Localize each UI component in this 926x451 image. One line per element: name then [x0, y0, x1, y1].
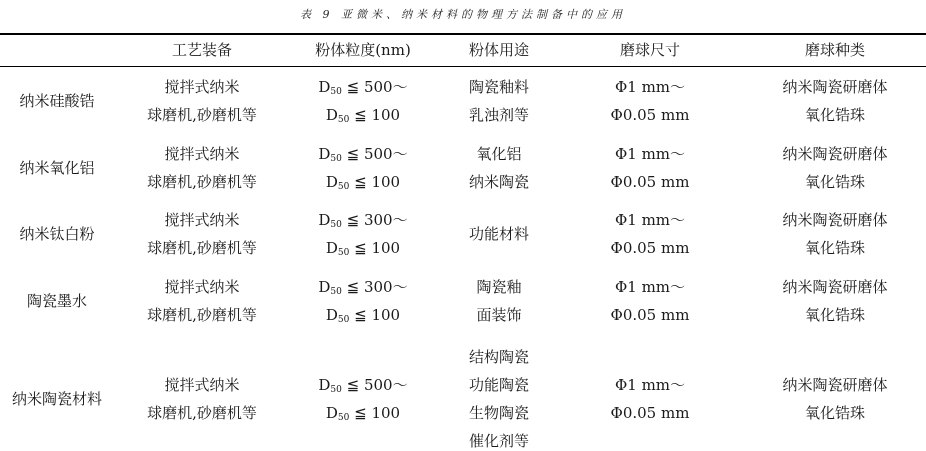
size-subscript: 50	[337, 413, 350, 423]
ball-size-line: Φ1 mm～	[614, 278, 686, 296]
header-particle-size: 粉体粒度(nm)	[315, 41, 411, 59]
size-value: ≦ 100	[349, 239, 401, 257]
ball-type-line: 纳米陶瓷研磨体	[782, 278, 888, 296]
material-name: 纳米氧化铝	[19, 159, 95, 177]
size-value: ≦ 100	[349, 106, 401, 124]
size-subscript: 50	[337, 115, 350, 125]
ball-type-line: 氧化锆珠	[804, 239, 865, 257]
ball-size-line: Φ0.05 mm	[610, 106, 690, 124]
size-subscript: 50	[330, 220, 342, 230]
equipment-line: 搅拌式纳米	[164, 78, 240, 96]
particle-size-upper	[290, 277, 436, 297]
size-symbol: D	[318, 278, 331, 296]
size-subscript: 50	[337, 315, 350, 325]
header-equipment: 工艺装备	[171, 41, 232, 59]
ball-size-line: Φ1 mm～	[614, 145, 686, 163]
material-name: 陶瓷墨水	[26, 292, 87, 310]
powder-use-line: 结构陶瓷	[468, 348, 529, 366]
powder-use-line: 功能材料	[468, 225, 529, 243]
size-value: ≦ 300～	[341, 278, 408, 296]
size-subscript: 50	[330, 385, 342, 395]
particle-size-upper	[290, 210, 436, 230]
particle-size-lower	[290, 105, 436, 125]
ball-type-line: 纳米陶瓷研磨体	[782, 376, 888, 394]
ball-type-line: 氧化锆珠	[804, 106, 865, 124]
size-symbol: D	[318, 78, 331, 96]
ball-size-line: Φ0.05 mm	[610, 173, 690, 191]
ball-type-line: 氧化锆珠	[804, 173, 865, 191]
equipment-line: 球磨机,砂磨机等	[147, 306, 257, 324]
powder-use-line: 催化剂等	[468, 432, 529, 450]
ball-type-line: 纳米陶瓷研磨体	[782, 211, 888, 229]
size-value: ≦ 100	[349, 173, 401, 191]
size-subscript: 50	[330, 154, 342, 164]
equipment-line: 球磨机,砂磨机等	[147, 106, 257, 124]
header-ball-size: 磨球尺寸	[619, 41, 680, 59]
size-subscript: 50	[337, 248, 350, 258]
ball-size-line: Φ1 mm～	[614, 211, 686, 229]
top-rule	[0, 33, 926, 35]
header-ball-type: 磨球种类	[804, 41, 865, 59]
size-value: ≦ 500～	[341, 376, 408, 394]
particle-size-lower	[290, 172, 436, 192]
material-name: 纳米陶瓷材料	[11, 390, 102, 408]
table-caption: 表 9 亚微米、纳米材料的物理方法制备中的应用	[300, 8, 626, 21]
material-name: 纳米钛白粉	[19, 225, 95, 243]
size-symbol: D	[318, 376, 331, 394]
particle-size-lower	[290, 305, 436, 325]
size-value: ≦ 300～	[341, 211, 408, 229]
size-value: ≦ 500～	[341, 145, 408, 163]
size-symbol: D	[325, 404, 338, 422]
equipment-line: 球磨机,砂磨机等	[147, 239, 257, 257]
equipment-line: 球磨机,砂磨机等	[147, 404, 257, 422]
size-subscript: 50	[337, 182, 350, 192]
header-rule	[0, 66, 926, 67]
size-symbol: D	[325, 306, 338, 324]
equipment-line: 搅拌式纳米	[164, 376, 240, 394]
powder-use-line: 氧化铝	[476, 145, 522, 163]
equipment-line: 球磨机,砂磨机等	[147, 173, 257, 191]
size-value: ≦ 500～	[341, 78, 408, 96]
ball-type-line: 纳米陶瓷研磨体	[782, 78, 888, 96]
ball-type-line: 氧化锆珠	[804, 404, 865, 422]
ball-type-line: 纳米陶瓷研磨体	[782, 145, 888, 163]
size-symbol: D	[325, 106, 338, 124]
ball-size-line: Φ1 mm～	[614, 78, 686, 96]
size-subscript: 50	[330, 87, 342, 97]
size-symbol: D	[325, 173, 338, 191]
equipment-line: 搅拌式纳米	[164, 145, 240, 163]
powder-use-line: 纳米陶瓷	[468, 173, 529, 191]
size-value: ≦ 100	[349, 306, 401, 324]
particle-size-upper	[290, 77, 436, 97]
ball-size-line: Φ0.05 mm	[610, 239, 690, 257]
ball-size-line: Φ1 mm～	[614, 376, 686, 394]
size-subscript: 50	[330, 287, 342, 297]
size-symbol: D	[318, 145, 331, 163]
particle-size-upper	[290, 144, 436, 164]
particle-size-lower	[290, 403, 436, 423]
particle-size-upper	[290, 375, 436, 395]
powder-use-line: 功能陶瓷	[468, 376, 529, 394]
equipment-line: 搅拌式纳米	[164, 211, 240, 229]
material-name: 纳米硅酸锆	[19, 92, 95, 110]
particle-size-lower	[290, 238, 436, 258]
ball-type-line: 氧化锆珠	[804, 306, 865, 324]
powder-use-line: 陶瓷釉	[476, 278, 522, 296]
powder-use-line: 乳浊剂等	[468, 106, 529, 124]
size-symbol: D	[325, 239, 338, 257]
powder-use-line: 陶瓷釉料	[468, 78, 529, 96]
powder-use-line: 生物陶瓷	[468, 404, 529, 422]
size-symbol: D	[318, 211, 331, 229]
header-powder-use: 粉体用途	[468, 41, 529, 59]
ball-size-line: Φ0.05 mm	[610, 306, 690, 324]
ball-size-line: Φ0.05 mm	[610, 404, 690, 422]
size-value: ≦ 100	[349, 404, 401, 422]
equipment-line: 搅拌式纳米	[164, 278, 240, 296]
powder-use-line: 面装饰	[476, 306, 522, 324]
